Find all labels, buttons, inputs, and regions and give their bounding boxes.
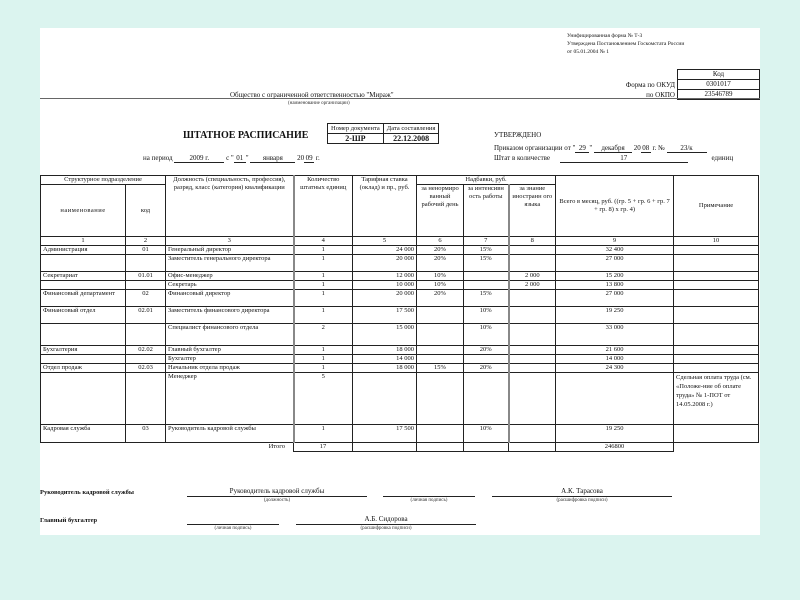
cell-language: [509, 364, 556, 373]
cell-note: [674, 246, 759, 255]
cell-count: 1: [294, 425, 353, 443]
cell-code: [126, 355, 166, 364]
doc-date-label: Дата составления: [383, 124, 439, 134]
table-row: [41, 307, 759, 324]
cell-count: 1: [294, 355, 353, 364]
period-year-end: г.: [315, 154, 320, 162]
cell-count: 2: [294, 324, 353, 346]
cell-language: 2 000: [509, 272, 556, 281]
cell-irregular: 20%: [417, 246, 464, 255]
cell-code: 01: [126, 246, 166, 255]
approval-day: 29: [575, 144, 589, 153]
table-row: [41, 246, 759, 255]
cell-note: Сдельная оплата труда (см. «Положе-ние об оплате труда» № 1-ПОТ от 14.05.2008 г.): [674, 373, 759, 425]
total-empty: [417, 443, 464, 452]
period-year: 2009 г.: [174, 154, 224, 163]
cell-irregular: 15%: [417, 364, 464, 373]
total-empty: [509, 443, 556, 452]
hr-position-caption: (должность): [263, 498, 291, 503]
cell-note: [674, 346, 759, 355]
cell-language: [509, 425, 556, 443]
cell-irregular: [417, 346, 464, 355]
cell-code: [126, 373, 166, 425]
staffing-table: [40, 175, 759, 452]
cell-count: 1: [294, 246, 353, 255]
accountant-label: Главный бухгалтер: [40, 517, 98, 524]
organization-caption: (наименование организации): [288, 101, 350, 106]
stamp-line-3: от 05.01.2004 № 1: [567, 49, 609, 55]
period-month: января: [250, 154, 295, 163]
cell-position: Генеральный директор: [166, 246, 294, 255]
cell-intensity: 10%: [464, 324, 509, 346]
cell-note: [674, 255, 759, 272]
cell-count: 1: [294, 281, 353, 290]
cell-total: 19 250: [556, 425, 674, 443]
cell-note: [674, 281, 759, 290]
cell-total: 21 600: [556, 346, 674, 355]
cell-note: [674, 324, 759, 346]
document-page: [40, 28, 760, 535]
cell-position: Начальник отдела продаж: [166, 364, 294, 373]
table-row: [41, 255, 759, 272]
cell-note: [674, 355, 759, 364]
cell-total: 27 000: [556, 255, 674, 272]
approval-staff-line: [494, 154, 733, 163]
hr-name-caption: (расшифровка подписи): [556, 498, 608, 503]
cell-rate: 24 000: [353, 246, 417, 255]
approval-quote: ": [589, 144, 593, 152]
cell-code: 02.02: [126, 346, 166, 355]
cell-total: 14 000: [556, 355, 674, 364]
cell-irregular: [417, 355, 464, 364]
cell-position: Заместитель генерального директора: [166, 255, 294, 272]
cell-total: 32 400: [556, 246, 674, 255]
col-num: 5: [353, 237, 417, 246]
total-empty: [674, 443, 759, 452]
organization-underline: [40, 98, 760, 99]
col-num: 10: [674, 237, 759, 246]
cell-total: 15 200: [556, 272, 674, 281]
cell-code: 02.01: [126, 307, 166, 324]
header-position: Должность (специальность, профессия), разряд, класс (категория) квалификации: [166, 176, 294, 237]
cell-language: [509, 307, 556, 324]
cell-note: [674, 425, 759, 443]
cell-code: [126, 281, 166, 290]
cell-total: 13 800: [556, 281, 674, 290]
document-title: ШТАТНОЕ РАСПИСАНИЕ: [183, 130, 309, 141]
hr-head-label: Руководитель кадровой службы: [40, 489, 134, 496]
approval-staff-units: единиц: [711, 154, 734, 162]
stamp-line-1: Унифицированная форма № Т-3: [567, 33, 643, 39]
stamp-line-2: Утверждена Постановлением Госкомстата России: [567, 41, 685, 47]
cell-count: 1: [294, 307, 353, 324]
col-num: 9: [556, 237, 674, 246]
approval-year-suffix: 08: [642, 144, 650, 152]
cell-position: Финансовый директор: [166, 290, 294, 307]
table-row: [41, 324, 759, 346]
cell-unit: Секретариат: [41, 272, 126, 281]
cell-unit: Кадровая служба: [41, 425, 126, 443]
cell-code: 02: [126, 290, 166, 307]
header-allow-irregular: за ненормиро ванный рабочий день: [417, 185, 464, 237]
cell-position: Заместитель финансового директора: [166, 307, 294, 324]
hr-position: Руководитель кадровой службы: [187, 487, 367, 497]
cell-intensity: 15%: [464, 246, 509, 255]
header-total: Всего в месяц, руб. ((гр. 5 + гр. 6 + гр. 7 + гр. 8) х гр. 4): [556, 176, 674, 237]
period-quote: ": [245, 154, 249, 162]
cell-intensity: 15%: [464, 290, 509, 307]
approval-staff-label: Штат в количестве: [494, 154, 551, 162]
cell-rate: 15 000: [353, 324, 417, 346]
header-count: Количество штатных единиц: [294, 176, 353, 237]
cell-unit: Бухгалтерия: [41, 346, 126, 355]
cell-irregular: 20%: [417, 255, 464, 272]
table-row: [41, 272, 759, 281]
col-num: 2: [126, 237, 166, 246]
table-row: [41, 373, 759, 425]
okud-value: 0301017: [678, 80, 760, 90]
approval-order-line: [494, 144, 707, 153]
cell-code: 03: [126, 425, 166, 443]
cell-unit: Администрация: [41, 246, 126, 255]
header-note: Примечание: [674, 176, 759, 237]
cell-intensity: 10%: [464, 307, 509, 324]
approval-month: декабря: [594, 144, 632, 153]
cell-rate: 18 000: [353, 346, 417, 355]
total-empty: [464, 443, 509, 452]
cell-irregular: [417, 425, 464, 443]
approval-title: УТВЕРЖДЕНО: [494, 131, 542, 139]
cell-code: 01.01: [126, 272, 166, 281]
cell-code: [126, 255, 166, 272]
hr-signature-caption: (личная подпись): [410, 498, 448, 503]
total-sum: 246800: [556, 443, 674, 452]
table-row: [41, 355, 759, 364]
cell-language: [509, 255, 556, 272]
hr-name: А.К. Тарасова: [492, 487, 672, 497]
col-num: 8: [509, 237, 556, 246]
document-number-table: [327, 123, 439, 144]
cell-intensity: [464, 281, 509, 290]
cell-language: [509, 373, 556, 425]
cell-intensity: [464, 272, 509, 281]
col-num: 7: [464, 237, 509, 246]
cell-position: Специалист финансового отдела: [166, 324, 294, 346]
total-count: 17: [294, 443, 353, 452]
header-rate: Тарифная ставка (оклад) и пр., руб.: [353, 176, 417, 237]
header-unit-name: наименование: [41, 185, 126, 237]
cell-unit: [41, 281, 126, 290]
header-allow-intensity: за интенсивн ость работы: [464, 185, 509, 237]
cell-irregular: [417, 373, 464, 425]
table-row: [41, 290, 759, 307]
cell-unit: Финансовый департамент: [41, 290, 126, 307]
cell-rate: 20 000: [353, 290, 417, 307]
cell-rate: 18 000: [353, 364, 417, 373]
cell-irregular: [417, 307, 464, 324]
cell-count: 1: [294, 364, 353, 373]
cell-rate: 20 000: [353, 255, 417, 272]
header-structural-unit: Структурное подразделение: [41, 176, 166, 185]
header-unit-code: код: [126, 185, 166, 237]
cell-rate: 10 000: [353, 281, 417, 290]
cell-intensity: 20%: [464, 364, 509, 373]
cell-intensity: [464, 373, 509, 425]
cell-irregular: [417, 324, 464, 346]
hr-signature-line[interactable]: [383, 487, 475, 497]
period-year-suffix: 09: [305, 154, 313, 162]
cell-irregular: 10%: [417, 281, 464, 290]
cell-code: 02.03: [126, 364, 166, 373]
cell-language: 2 000: [509, 281, 556, 290]
okpo-value: 23546789: [678, 90, 760, 100]
col-num: 1: [41, 237, 126, 246]
table-row: [41, 425, 759, 443]
doc-number-label: Номер документа: [328, 124, 384, 134]
accountant-name: А.Б. Сидорова: [296, 515, 476, 525]
period-prefix: на период: [143, 154, 173, 162]
period-day: 01: [234, 154, 246, 163]
cell-rate: 17 500: [353, 307, 417, 324]
cell-note: [674, 364, 759, 373]
cell-unit: [41, 255, 126, 272]
cell-note: [674, 272, 759, 281]
codes-header: Код: [678, 70, 760, 80]
header-allowances: Надбавки, руб.: [417, 176, 556, 185]
cell-language: [509, 346, 556, 355]
okud-label: Форма по ОКУД: [625, 81, 675, 89]
cell-code: [126, 324, 166, 346]
cell-unit: Отдел продаж: [41, 364, 126, 373]
approval-number: 23/к: [667, 144, 707, 153]
cell-irregular: 20%: [417, 290, 464, 307]
cell-position: Секретарь: [166, 281, 294, 290]
period-line: [143, 154, 320, 163]
column-numbers-row: [41, 237, 759, 246]
accountant-name-caption: (расшифровка подписи): [360, 526, 412, 531]
table-row: [41, 281, 759, 290]
approval-order-label: Приказом организации от ": [494, 144, 576, 152]
approval-staff-count: 17: [560, 154, 688, 163]
cell-unit: [41, 373, 126, 425]
okpo-label: по ОКПО: [646, 91, 675, 99]
cell-position: Главный бухгалтер: [166, 346, 294, 355]
cell-rate: 12 000: [353, 272, 417, 281]
cell-rate: [353, 373, 417, 425]
total-label: Итого: [268, 443, 286, 450]
cell-unit: Финансовый отдел: [41, 307, 126, 324]
cell-count: 1: [294, 272, 353, 281]
cell-intensity: [464, 355, 509, 364]
cell-unit: [41, 355, 126, 364]
accountant-signature-caption: (личная подпись): [214, 526, 252, 531]
cell-language: [509, 290, 556, 307]
total-empty: [353, 443, 417, 452]
col-num: 3: [166, 237, 294, 246]
organization-name: Общество с ограниченной ответственностью "Мираж": [230, 91, 394, 99]
cell-total: 27 000: [556, 290, 674, 307]
header-allow-language: за знание иностранн ого языка: [509, 185, 556, 237]
cell-total: 33 000: [556, 324, 674, 346]
cell-total: 19 250: [556, 307, 674, 324]
form-stamp: [567, 32, 684, 56]
accountant-signature-line[interactable]: [187, 515, 279, 525]
cell-rate: 17 500: [353, 425, 417, 443]
cell-total: 24 300: [556, 364, 674, 373]
approval-number-label: г. №: [652, 144, 665, 152]
period-year-prefix: 20: [297, 154, 305, 162]
cell-irregular: 10%: [417, 272, 464, 281]
cell-rate: 14 000: [353, 355, 417, 364]
cell-count: 1: [294, 255, 353, 272]
cell-language: [509, 324, 556, 346]
approval-year-prefix: 20: [633, 144, 641, 152]
cell-position: Менеджер: [166, 373, 294, 425]
cell-total: [556, 373, 674, 425]
period-from: с ": [226, 154, 234, 162]
doc-date-value: 22.12.2008: [383, 134, 439, 144]
cell-language: [509, 355, 556, 364]
cell-count: 5: [294, 373, 353, 425]
doc-number-value: 2-ШР: [328, 134, 384, 144]
cell-position: Бухгалтер: [166, 355, 294, 364]
col-num: 4: [294, 237, 353, 246]
cell-note: [674, 307, 759, 324]
cell-count: 1: [294, 290, 353, 307]
cell-position: Офис-менеджер: [166, 272, 294, 281]
codes-table: [677, 69, 760, 100]
table-row: [41, 364, 759, 373]
totals-row: [41, 443, 759, 452]
table-row: [41, 346, 759, 355]
cell-intensity: 15%: [464, 255, 509, 272]
cell-position: Руководитель кадровой службы: [166, 425, 294, 443]
col-num: 6: [417, 237, 464, 246]
cell-language: [509, 246, 556, 255]
cell-intensity: 20%: [464, 346, 509, 355]
cell-count: 1: [294, 346, 353, 355]
cell-unit: [41, 324, 126, 346]
cell-note: [674, 290, 759, 307]
cell-intensity: 10%: [464, 425, 509, 443]
